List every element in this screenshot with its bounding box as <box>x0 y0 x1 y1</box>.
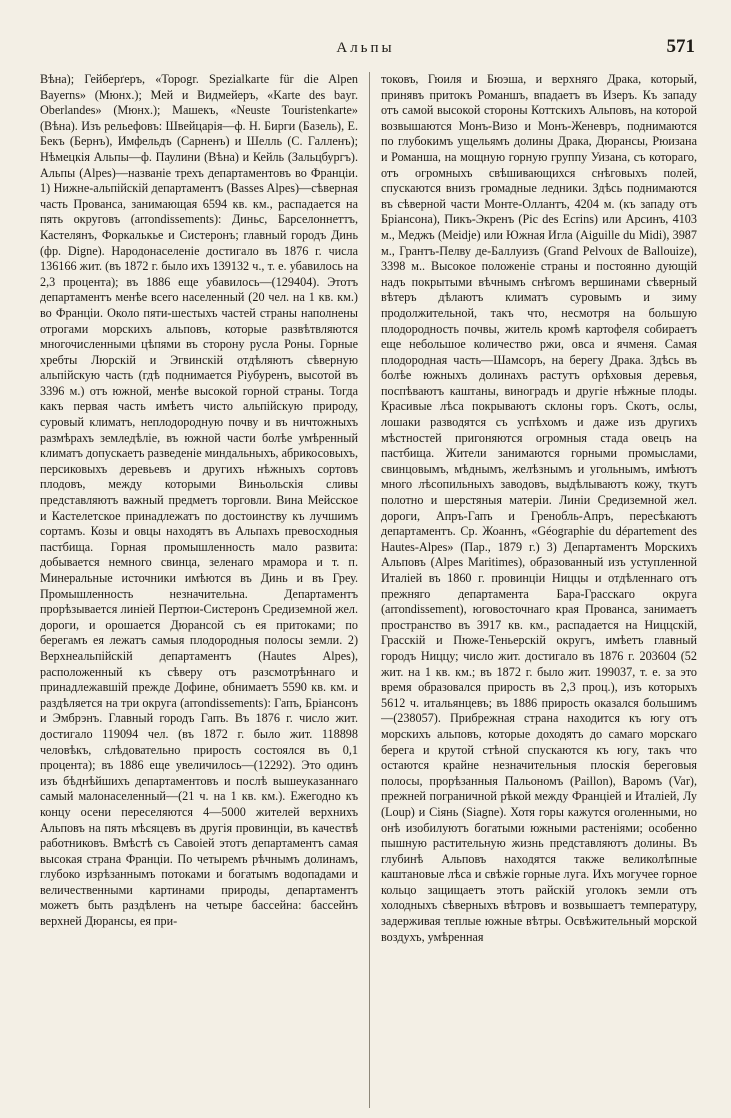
left-column <box>40 72 358 1112</box>
left-column-text: Вѣна); Гейберґеръ, «Topogr. Spezialkarte für die Alpen Bayerns» (Мюнх.); Мей и Видмейеръ, «Karte des bayr. Oberlandes» (Мюнх.); Машекъ, «Neuste Touristenkarte» (Вѣна). Изъ рельефовъ: Швейцарія—ф. Н. Бирги (Базель), Е. Бекъ (Бернъ), Имфельдъ (Сарненъ) и Шелль (С. Галленъ); Нѣмецкія Альпы—ф. Паулини (Вѣна) и Кейль (Зальцбургъ). Альпы (Alpes)—названіе трехъ департаментовъ во Франціи. 1) Нижне-альпійскій департаментъ (Basses Alpes)—сѣверная часть Прованса, занимающая 6594 кв. км., распадается на пять округовъ (arrondissements): Диньс, Барселоннеттъ, Кастелянъ, Форкалькье и Систеронъ; главный городъ Динь (фр. Digne). Народонаселеніе достигало въ 1876 г. числа 136166 жит. (въ 1872 г. было ихъ 139132 ч., т. е. убавилось на 2,3 процента); въ 1886 еще убавилось—(129404). Этотъ департаментъ менѣе всего населенный (20 чел. на 1 кв. км.) во Франціи. Около пяти-шестыхъ частей страны наполнены отрогами морскихъ альповъ, которые развѣтвляются многочисленными цѣпями въ сторону русла Роны. Горные хребты Люрскій и Эгвинскій отдѣляютъ сѣверную альпійскую часть (гдѣ поднимается Ріубуренъ, высотой въ 3396 м.) отъ южной, менѣе высокой горной страны. Тогда какъ первая часть имѣетъ чисто альпійскую природу, суровый климатъ, неплодородную почву и въ ничтожныхъ размѣрахъ земледѣліе, въ южной части болѣе умѣренный климатъ допускаетъ разведеніе миндальныхъ, абрикосовыхъ, персиковыхъ деревьевъ и другихъ нѣжныхъ сортовъ плодовъ, между которыми Виньольскія сливы представляютъ важный предметъ торговли. Вина Мейсское и Кастелетское принадлежатъ по достоинству къ лучшимъ сортамъ. Козы и овцы находятъ въ Альпахъ превосходныя пастбища. Горная промышленность мало развита: добывается немного свинца, зеленаго мрамора и т. п. Минеральные источники имѣются въ Динь и въ Греу. Промышленность незначительна. Департаментъ прорѣзывается линіей Пертюи-Систеронъ Средиземной жел. дороги, и орошается Дюрансой съ ея притоками; по берегамъ ея лежатъ самыя плодородныя полосы земли. 2) Верхнеальпійскій департаментъ (Hautes Alpes), расположенный къ сѣверу отъ разсмотрѣннаго и принадлежавшій прежде Дофине, обнимаетъ 5590 кв. км. и раздѣляется на три округа (arrondissements): Гапъ, Бріансонъ и Эмбрэнъ. Главный городъ Гапъ. Въ 1876 г. число жит. достигало 119094 чел. (въ 1872 г. было жит. 118898 человѣкъ, слѣдовательно прирость состоялся въ 0,1 процента); въ 1886 еще увеличилось—(12292). Это одинъ изъ бѣднѣйшихъ департаментовъ и послѣ вышеуказаннаго самый малонаселенный—(21 ч. на 1 кв. км.). Ежегодно къ концу осени переселяются 4—5000 жителей верхнихъ Альповъ на пять мѣсяцевъ въ другія провинціи, въ качествѣ работниковъ. Вмѣстѣ съ Савоіей этотъ департаментъ самая высокая страна Франціи. По четыремъ рѣчнымъ долинамъ, глубоко изрѣзаннымъ потоками и богатымъ водопадами и величественными картинами природы, департаментъ можетъ быть раздѣленъ на четыре бассейна: бассейнъ верхней Дюрансы, ея при- <box>40 72 358 929</box>
running-title: Альпы <box>336 40 395 56</box>
right-column-text: токовъ, Гюиля и Бюэша, и верхняго Драка, который, принявъ притокъ Романшъ, впадаетъ въ Изеръ. Къ западу отъ самой высокой стороны Коттскихъ Альповъ, на которой возвышаются Монъ-Визо и Монъ-Женевръ, поднимаются по глубокимъ ущельямъ долины Драка, Дюрансы, Рюизана и Романша, на мощную горную группу Уизана, съ котораго, отъ огромныхъ свѣшивающихся снѣговыхъ полей, спускаются внизъ громадные ледники. Здѣсь поднимаются въ сѣверной части Монте-Оллантъ, 4204 м. (къ западу отъ Бріансона), Пикъ-Экренъ (Pic des Ecrins) или Арсинъ, 4103 м., Меджъ (Meidje) или Южная Игла (Aiguille du Midi), 3987 м., Грантъ-Пелву де-Баллуизъ (Grand Pelvoux de Ballouize), 3398 м.. Высокое положеніе страны и постоянно дующій надъ покрытыми вѣчнымъ снѣгомъ вершинами сѣверный вѣтеръ дѣлаютъ климатъ суровымъ и зиму продолжительной, такъ что, несмотря на большую плодородность почвы, житель кромѣ картофеля собираетъ еще небольшое количество ржи, овса и ячменя. Самая плодородная часть—Шамсоръ, на берегу Драка. Здѣсь въ болѣе южныхъ долинахъ растутъ орѣховыя деревья, поспѣваютъ каштаны, виноградъ и другіе нѣжные плоды. Красивые лѣса покрываютъ склоны горъ. Скотъ, ослы, лошаки разводятся съ успѣхомъ и даже изъ другихъ мѣстностей пригоняются огромныя стада овецъ на пастбища. Жители занимаются горными промыслами, свинцовымъ, мѣднымъ, желѣзнымъ и угольнымъ, имѣютъ много лѣсопильныхъ заводовъ, выдѣлываютъ кожу, ткутъ полотно и шерстяныя матеріи. Линіи Средиземной жел. дороги, Апръ-Гапъ и Гренобль-Апръ, пересѣкаютъ департаментъ. Ср. Жоаннъ, «Géographie du département des Hautes-Alpes» (Пар., 1879 г.) 3) Департаментъ Морскихъ Альповъ (Alpes Maritimes), образованный изъ уступленной Италіей въ 1860 г. провинціи Ниццы и отдѣленнаго отъ прежняго департамента Бара-Грасскаго округа (arrondissement), юговосточнаго края Прованса, занимаетъ пространство въ 3917 кв. км., распадается на Ниццскій, Грасскій и Пюже-Теньерскій округъ, имѣетъ главный городъ Ниццу; число жит. достигало въ 1876 г. 203604 (52 жит. на 1 кв. км.; въ 1872 г. было жит. 199037, т. е. за это время образовался прирость въ 2,3 проц.), изъ которыхъ 5612 ч. итальянцевъ; въ 1886 прирость оказался большимъ—(238057). Прибрежная страна находится къ югу отъ морскихъ альповъ, которые доходятъ до самаго морскаго берега и крутой стѣной спускаются къ югу, такъ что остаются крайне незначительныя плоскія береговыя полосы, прорѣзанныя Пальономъ (Paillon), Варомъ (Var), прежней пограничной рѣкой между Франціей и Италіей, Лу (Loup) и Сіянь (Siagne). Хотя горы кажутся оголенными, но онѣ изобилуютъ богатыми южными растеніями; особенно пышную растительную жизнь представляютъ долины. Въ глубинѣ Альповъ находятся также великолѣпные каштановые лѣса и свѣжіе горные луга. Ихъ могучее горное кольцо защищаетъ этотъ райскій уголокъ земли отъ холодныхъ сѣверныхъ вѣтровъ и возвышаетъ температуру, задерживая теплые южные вѣтры. Освѣжительный морской воздухъ, умѣренная <box>381 72 697 944</box>
column-divider <box>369 72 370 1108</box>
page-number: 571 <box>666 36 695 57</box>
right-column <box>381 72 697 1112</box>
